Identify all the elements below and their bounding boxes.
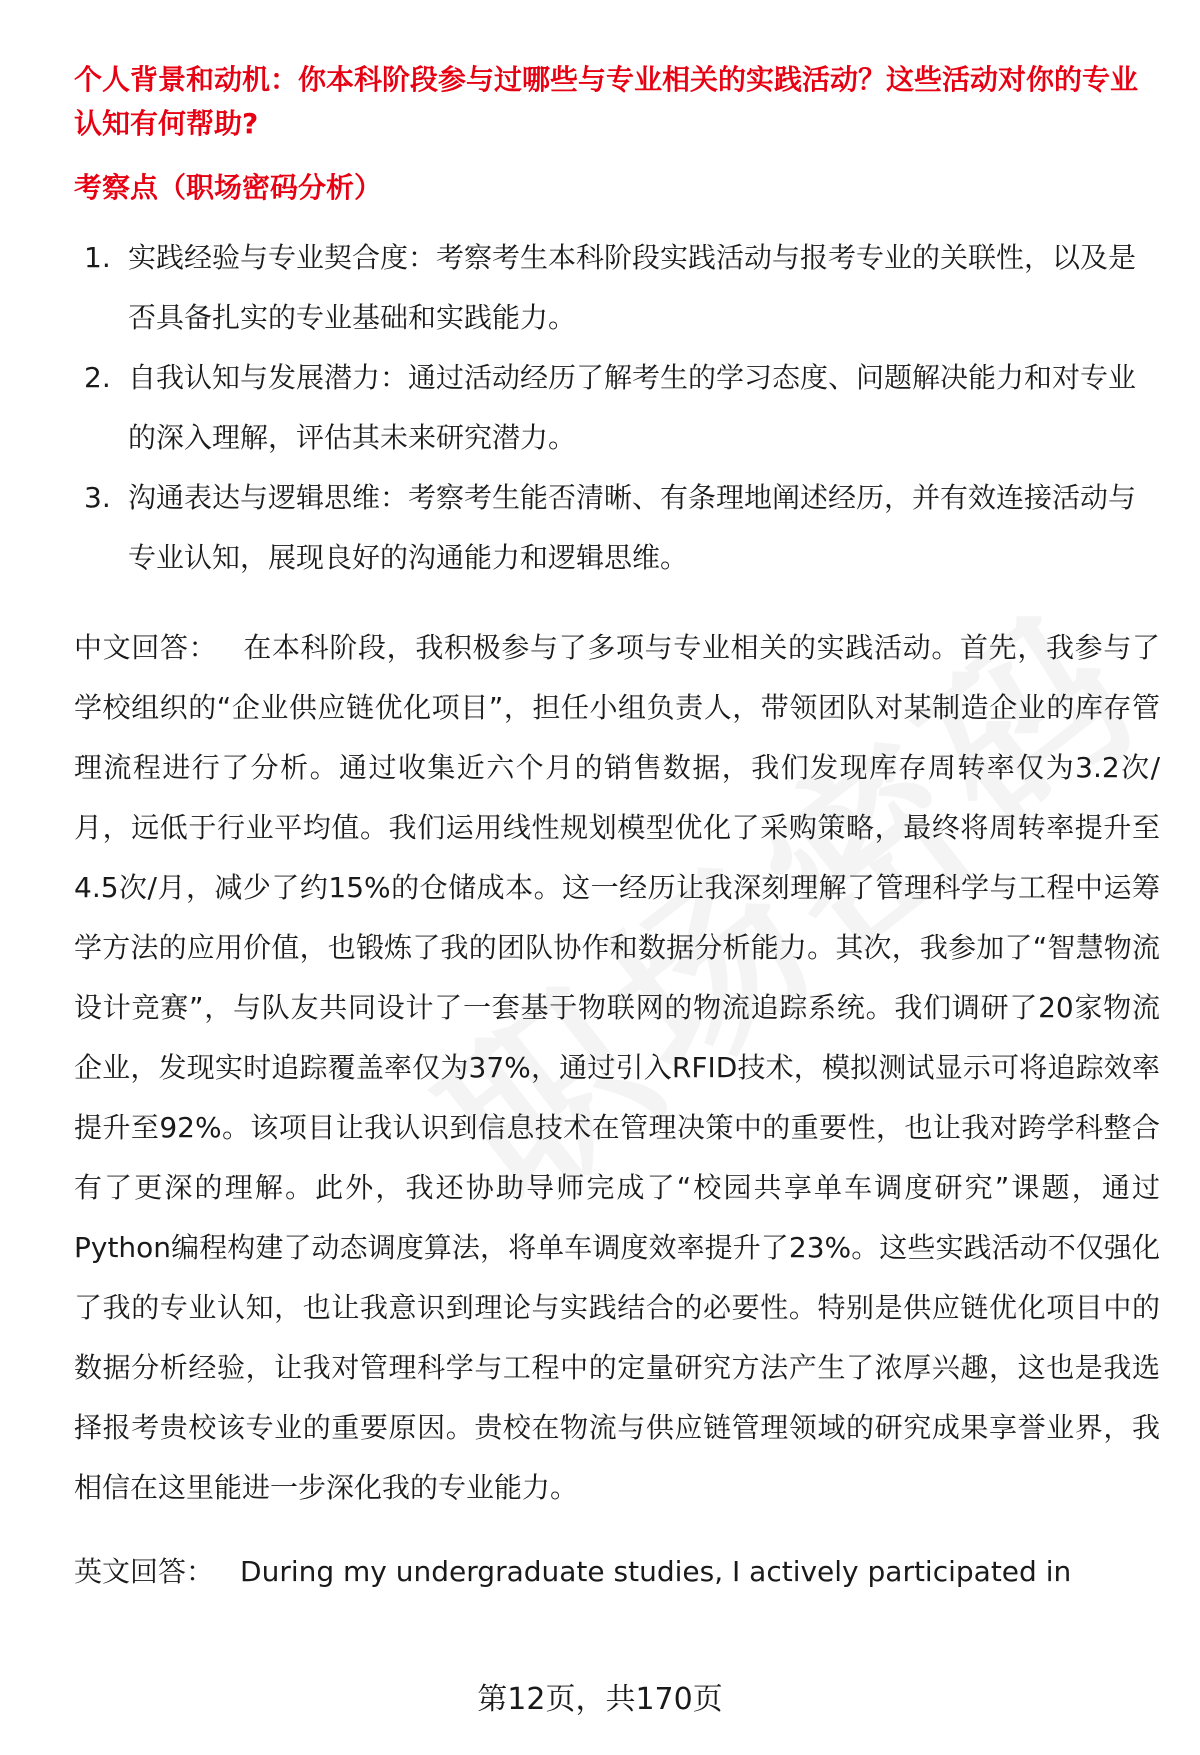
assessment-heading: 考察点（职场密码分析）	[74, 171, 383, 204]
point-number: 2.	[84, 361, 111, 394]
assessment-points-list	[74, 228, 1160, 588]
english-answer-label: 英文回答：	[74, 1555, 215, 1588]
page-indicator: 第12页，共170页	[477, 1682, 723, 1717]
point-number: 3.	[84, 481, 111, 514]
assessment-point	[74, 468, 1160, 588]
page-footer	[0, 1680, 1200, 1720]
english-answer	[74, 1542, 1160, 1602]
document-page	[74, 58, 1160, 1626]
point-text: 实践经验与专业契合度：考察考生本科阶段实践活动与报考专业的关联性，以及是否具备扎实的专业基础和实践能力。	[128, 241, 1137, 334]
assessment-point	[74, 228, 1160, 348]
assessment-point	[74, 348, 1160, 468]
chinese-answer-label: 中文回答：	[74, 631, 218, 664]
chinese-answer	[74, 618, 1160, 1518]
chinese-answer-text: 在本科阶段，我积极参与了多项与专业相关的实践活动。首先，我参与了学校组织的“企业供应链优化项目”，担任小组负责人，带领团队对某制造企业的库存管理流程进行了分析。通过收集近六个月的销售数据，我们发现库存周转率仅为3.2次/月，远低于行业平均值。我们运用线性规划模型优化了采购策略，最终将周转率提升至4.5次/月，减少了约15%的仓储成本。这一经历让我深刻理解了管理科学与工程中运筹学方法的应用价值，也锻炼了我的团队协作和数据分析能力。其次，我参加了“智慧物流设计竞赛”，与队友共同设计了一套基于物联网的物流追踪系统。我们调研了20家物流企业，发现实时追踪覆盖率仅为37%，通过引入RFID技术，模拟测试显示可将追踪效率提升至92%。该项目让我认识到信息技术在管理决策中的重要性，也让我对跨学科整合有了更深的理解。此外，我还协助导师完成了“校园共享单车调度研究”课题，通过Python编程构建了动态调度算法，将单车调度效率提升了23%。这些实践活动不仅强化了我的专业认知，也让我意识到理论与实践结合的必要性。特别是供应链优化项目中的数据分析经验，让我对管理科学与工程中的定量研究方法产生了浓厚兴趣，这也是我选择报考贵校该专业的重要原因。贵校在物流与供应链管理领域的研究成果享誉业界，我相信在这里能进一步深化我的专业能力。	[74, 631, 1160, 1504]
interview-question: 个人背景和动机：你本科阶段参与过哪些与专业相关的实践活动？这些活动对你的专业认知有何帮助?	[74, 63, 1139, 140]
point-number: 1.	[84, 241, 111, 274]
point-text: 沟通表达与逻辑思维：考察考生能否清晰、有条理地阐述经历，并有效连接活动与专业认知，展现良好的沟通能力和逻辑思维。	[128, 481, 1137, 574]
point-text: 自我认知与发展潜力：通过活动经历了解考生的学习态度、问题解决能力和对专业的深入理解，评估其未来研究潜力。	[128, 361, 1137, 454]
english-answer-text: During my undergraduate studies, I actively participated in	[240, 1555, 1072, 1588]
